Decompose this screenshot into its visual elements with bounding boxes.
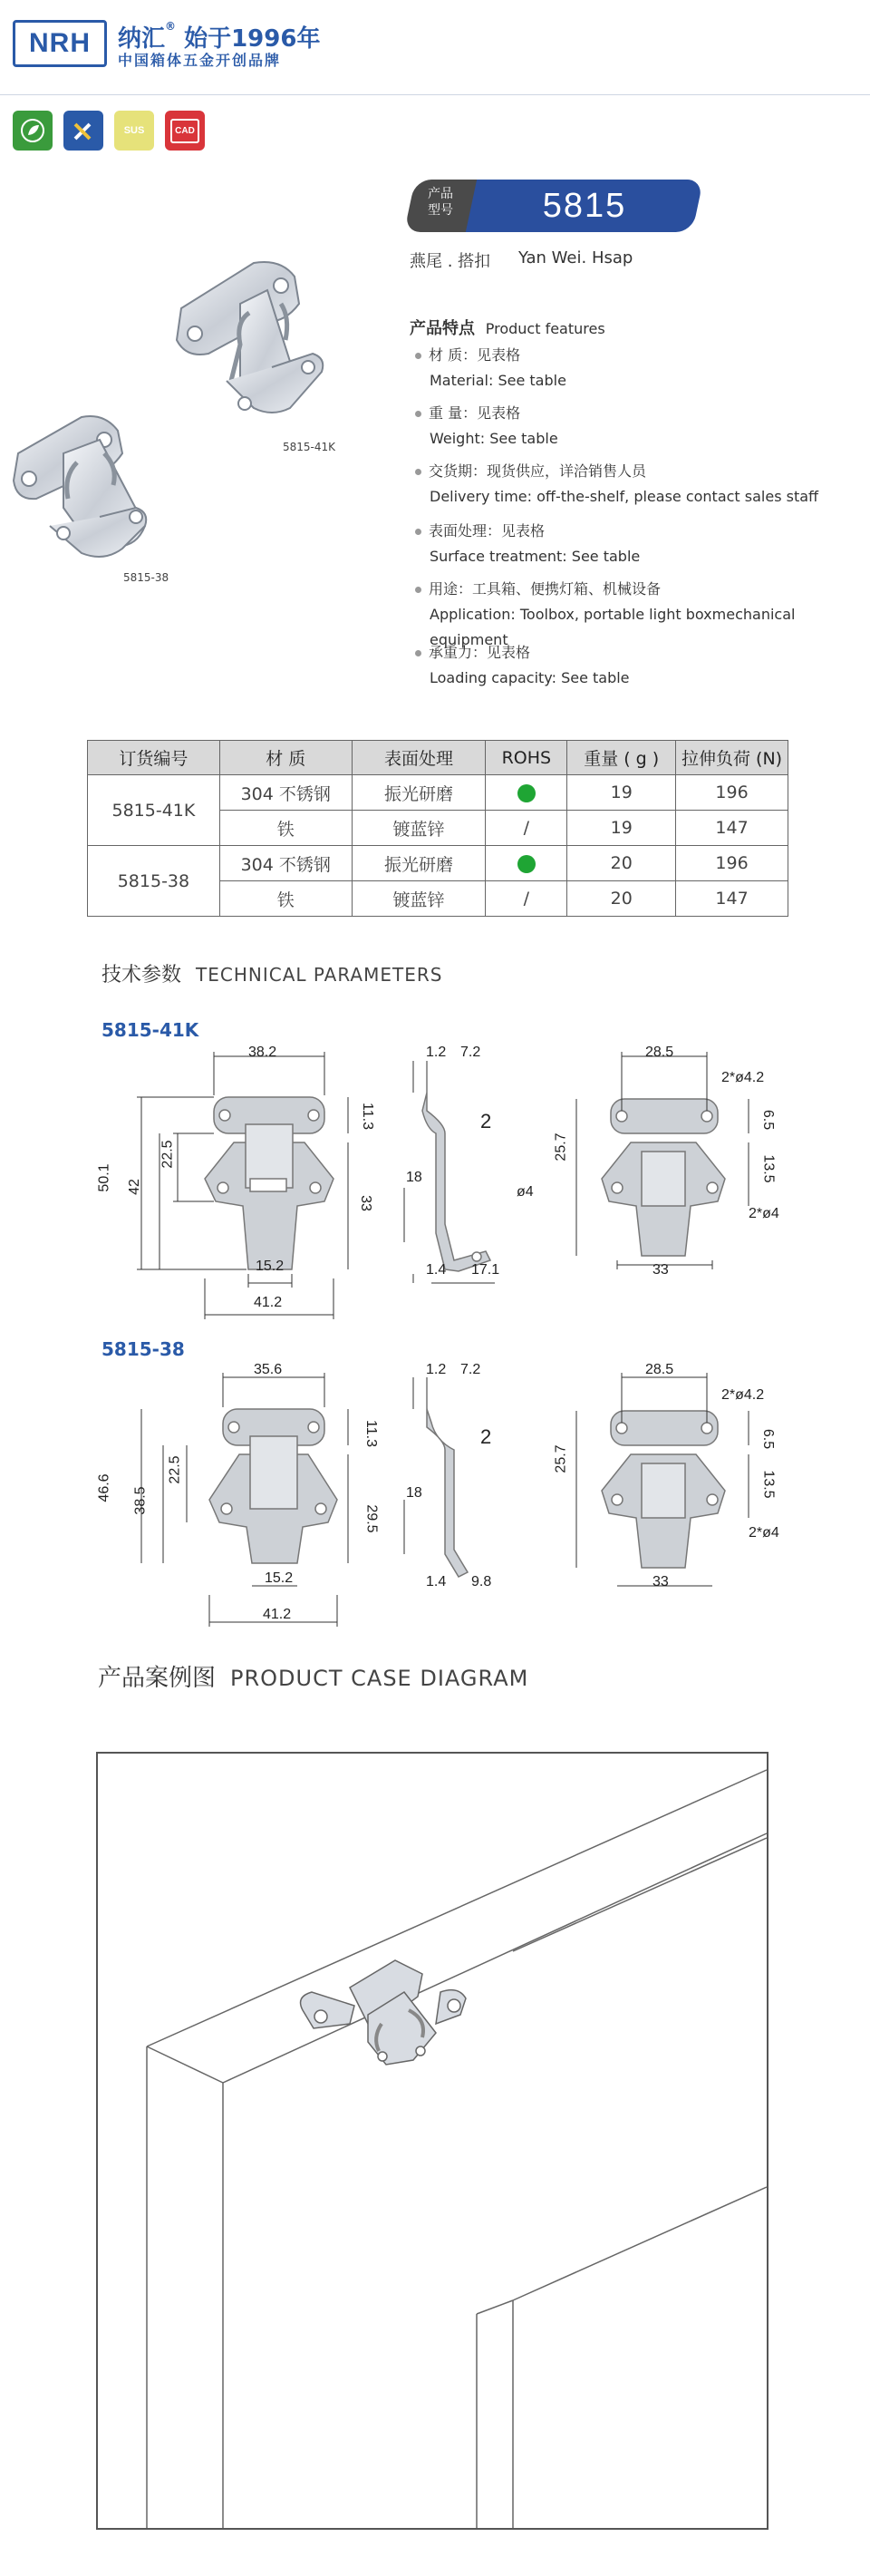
eco-leaf-icon [13,111,53,151]
dim-total-height: 46.6 [96,1473,112,1502]
feature-cn: 重 量：见表格 [415,404,520,422]
rohs-ok-icon [517,855,536,873]
feature-en: Application: Toolbox, portable light boxmechanical equipment [430,606,796,648]
cell-load: 196 [676,846,788,881]
table-row [88,846,788,881]
cell-load: 147 [676,881,788,917]
th-rohs: ROHS [486,741,567,775]
dim-w41: 41.2 [254,1295,283,1310]
dim-side-t1: 1.2 [426,1362,447,1377]
brand-since-text: 始于1996年 [184,25,321,53]
dim-side-t2: 7.2 [460,1362,481,1377]
dim-side-b2: 9.8 [471,1574,492,1589]
photo-label-41k: 5815-41K [283,441,336,453]
feature-surface [415,519,640,569]
drawing-5815-38 [87,1364,812,1636]
cell-rohs: / [486,811,567,846]
feature-cn: 材 质：见表格 [415,346,520,364]
feature-en: Surface treatment: See table [430,548,641,565]
back-view [602,1411,725,1568]
model-tag-label-2: 型号 [428,203,453,218]
features-title [410,316,605,339]
dim-h33: 33 [357,1195,373,1211]
tech-title-cn: 技术参数 [102,964,182,987]
cell-finish: 镀蓝锌 [352,881,486,917]
dim-back-h6: 6.5 [760,1109,777,1131]
dim-back-hole-b: 2*ø4 [749,1525,779,1541]
features-title-cn: 产品特点 [410,319,475,338]
cell-finish: 振光研磨 [352,846,486,881]
cell-weight: 19 [567,811,676,846]
feature-cn: 表面处理：见表格 [415,522,545,540]
cad-label: CAD [170,119,199,143]
cad-file-icon [165,111,205,151]
dim-back-w33: 33 [652,1262,669,1278]
model-tag-label [415,186,466,219]
dim-h11: 11.3 [362,1420,379,1447]
dim-side-h18: 18 [406,1485,422,1501]
table-header-row [88,741,788,775]
dim-back-w33: 33 [652,1574,669,1589]
dim-side-b1: 1.4 [426,1262,447,1278]
dim-back-h25: 25.7 [553,1132,569,1162]
table-row [88,775,788,811]
back-view [602,1099,725,1256]
feature-en: Loading capacity: See table [430,669,630,686]
feature-cn: 用途：工具箱、便携灯箱、机械设备 [415,580,661,598]
rohs-ok-icon [517,784,536,802]
th-weight: 重量 ( g ) [567,741,676,775]
cell-load: 196 [676,775,788,811]
model-tag-label-1: 产品 [428,187,453,201]
dim-side-h18: 18 [406,1170,422,1185]
dim-h33: 29.5 [363,1504,380,1533]
cell-weight: 19 [567,775,676,811]
cell-finish: 振光研磨 [352,775,486,811]
dim-side-radius: 2 [480,1110,492,1132]
cell-material: 铁 [219,811,352,846]
dim-side-b1: 1.4 [426,1574,447,1589]
th-load: 拉伸负荷 (N) [676,741,788,775]
feature-cn: 承重力：见表格 [415,644,530,661]
front-view [205,1097,334,1269]
feature-delivery [415,459,818,510]
cell-weight: 20 [567,846,676,881]
feature-en: Weight: See table [430,430,558,447]
dim-back-h25: 25.7 [553,1444,569,1473]
dim-h42: 42 [126,1179,142,1195]
cell-rohs [486,775,567,811]
dim-back-hole-b: 2*ø4 [749,1206,779,1221]
dim-side-b2: 17.1 [471,1262,500,1278]
th-finish: 表面处理 [352,741,486,775]
feature-material [415,343,566,394]
model-number: 5815 [542,187,627,225]
tech-section-title [102,959,442,987]
cell-material: 304 不锈钢 [219,846,352,881]
tech-model-label: 5815-38 [102,1338,185,1360]
side-view [427,1409,468,1577]
dim-w15: 15.2 [256,1259,285,1274]
spec-table [87,740,788,917]
dim-top-width: 35.6 [254,1362,283,1377]
dim-total-height: 50.1 [96,1163,112,1192]
product-name-en: Yan Wei. Hsap [518,248,633,267]
cell-code: 5815-38 [88,846,220,917]
cell-rohs [486,846,567,881]
header-divider [0,94,870,95]
photo-label-38: 5815-38 [123,571,169,584]
front-view [209,1409,337,1563]
cell-load: 147 [676,811,788,846]
brand-name: 纳汇® 始于1996年 [118,20,321,53]
product-name-cn: 燕尾 . 搭扣 [410,252,491,271]
case-title-cn: 产品案例图 [98,1665,217,1692]
th-code: 订货编号 [88,741,220,775]
feature-weight [415,401,558,452]
dim-back-width: 28.5 [645,1045,674,1060]
feature-en: Material: See table [430,372,566,389]
dim-h42: 38.5 [132,1486,149,1515]
latch-5815-38 [14,416,146,557]
tech-model-label: 5815-41K [102,1019,199,1041]
dim-side-radius: 2 [480,1425,492,1448]
product-photo [9,236,390,580]
dim-side-d4: ø4 [517,1184,534,1200]
dim-back-h13: 13.5 [760,1470,777,1499]
dim-h11: 11.3 [359,1103,375,1130]
brand-logo: NRH [13,20,107,67]
dim-back-hole-a: 2*ø4.2 [721,1387,765,1403]
feature-loading [415,640,630,691]
latch-5815-41k [177,262,323,413]
cell-weight: 20 [567,881,676,917]
case-title-en: PRODUCT CASE DIAGRAM [230,1666,529,1691]
brand-slogan: 中国箱体五金开创品牌 [118,52,282,69]
case-section-title [98,1659,528,1693]
tech-title-en: TECHNICAL PARAMETERS [196,964,443,986]
cell-code: 5815-41K [88,775,220,846]
features-title-en: Product features [485,320,605,337]
tools-icon [63,111,103,151]
feature-cn: 交货期：现货供应，详洽销售人员 [415,462,646,480]
drawing-5815-41k [87,1043,812,1324]
dim-h22: 22.5 [160,1140,176,1169]
dim-h22: 22.5 [167,1455,183,1484]
dim-side-t2: 7.2 [460,1045,481,1060]
case-diagram [96,1752,768,2530]
dim-back-h13: 13.5 [760,1154,777,1183]
sus-icon: SUS [114,111,154,151]
brand-cn-text: 纳汇 [118,25,166,53]
dim-back-h6: 6.5 [760,1428,777,1450]
dim-top-width: 38.2 [248,1045,277,1060]
cell-rohs: / [486,881,567,917]
cell-material: 铁 [219,881,352,917]
feature-en: Delivery time: off-the-shelf, please contact sales staff [430,488,819,505]
dim-w41: 41.2 [263,1607,292,1622]
th-material: 材 质 [219,741,352,775]
dim-back-width: 28.5 [645,1362,674,1377]
dim-back-hole-a: 2*ø4.2 [721,1070,765,1085]
dim-side-t1: 1.2 [426,1045,447,1060]
cell-finish: 镀蓝锌 [352,811,486,846]
dim-w15: 15.2 [265,1570,294,1586]
cell-material: 304 不锈钢 [219,775,352,811]
